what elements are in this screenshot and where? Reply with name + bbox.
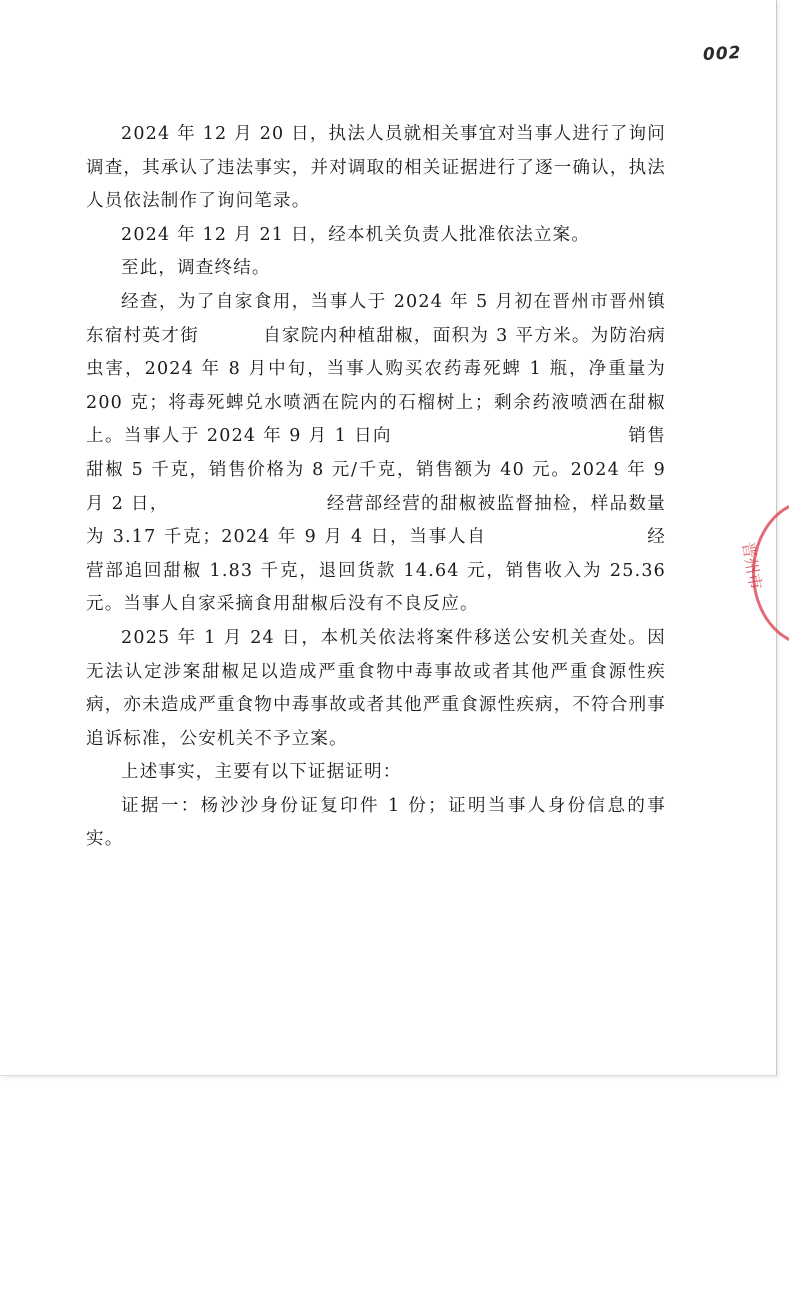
paragraph-inquiry: [86, 118, 666, 219]
paragraph-text: 经营部经营的甜椒被监督抽检，样品数量为 3.17 千克；2024 年 9 月 4 日，当事人自: [86, 493, 666, 548]
paragraph-evidence-one: [86, 790, 666, 857]
paragraph-text: 2024 年 12 月 21 日，经本机关负责人批准依法立案。: [121, 224, 591, 245]
paragraph-evidence-intro: [86, 756, 666, 790]
paragraph-case-filing: [86, 219, 666, 253]
paragraph-text: 自家院内种植甜椒，面积为 3 平方米。为防治病虫害，2024 年 8 月中旬，当事人购买农药毒死蜱 1 瓶，净重量为 200 克；将毒死蜱兑水喷洒在院内的石榴树上；剩余药液喷洒在甜椒上。当事人于 2024 年 9 月 1 日向: [86, 325, 666, 447]
paragraph-findings: [86, 286, 666, 622]
paragraph-text: 经营部追回甜椒 1.83 千克，退回货款 14.64 元，销售收入为 25.36 元。当事人自家采摘食用甜椒后没有不良反应。: [86, 527, 666, 615]
redaction-block: [199, 326, 263, 346]
redaction-block: [487, 528, 647, 548]
seal-text: 晋州市: [738, 540, 766, 592]
page-number: 002: [702, 43, 742, 65]
paragraph-text: 经查，为了自家食用，当事人于 2024 年 5 月初在晋州市晋州镇东宿村英才街: [86, 291, 666, 346]
paragraph-text: 至此，调查终结。: [121, 258, 271, 279]
redaction-block: [169, 494, 327, 514]
paragraph-investigation-end: [86, 252, 666, 286]
paragraph-text: 销售甜椒 5 千克，销售价格为 8 元/千克，销售额为 40 元。2024 年 9 月 2 日，: [86, 426, 666, 514]
paragraph-text: 上述事实，主要有以下证据证明：: [121, 762, 402, 783]
paragraph-text: 2024 年 12 月 20 日，执法人员就相关事宜对当事人进行了询问调查，其承认了违法事实，并对调取的相关证据进行了逐一确认，执法人员依法制作了询问笔录。: [86, 124, 666, 212]
paragraph-text: 2025 年 1 月 24 日，本机关依法将案件移送公安机关查处。因无法认定涉案甜椒足以造成严重食物中毒事故或者其他严重食源性疾病，亦未造成严重食物中毒事故或者其他严重食源性疾病，不符合刑事追诉标准，公安机关不予立案。: [86, 627, 666, 749]
redaction-block: [392, 427, 628, 447]
paragraph-police-transfer: [86, 622, 666, 756]
document-body: [86, 118, 666, 857]
paragraph-text: 证据一：杨沙沙身份证复印件 1 份；证明当事人身份信息的事实。: [86, 795, 666, 850]
